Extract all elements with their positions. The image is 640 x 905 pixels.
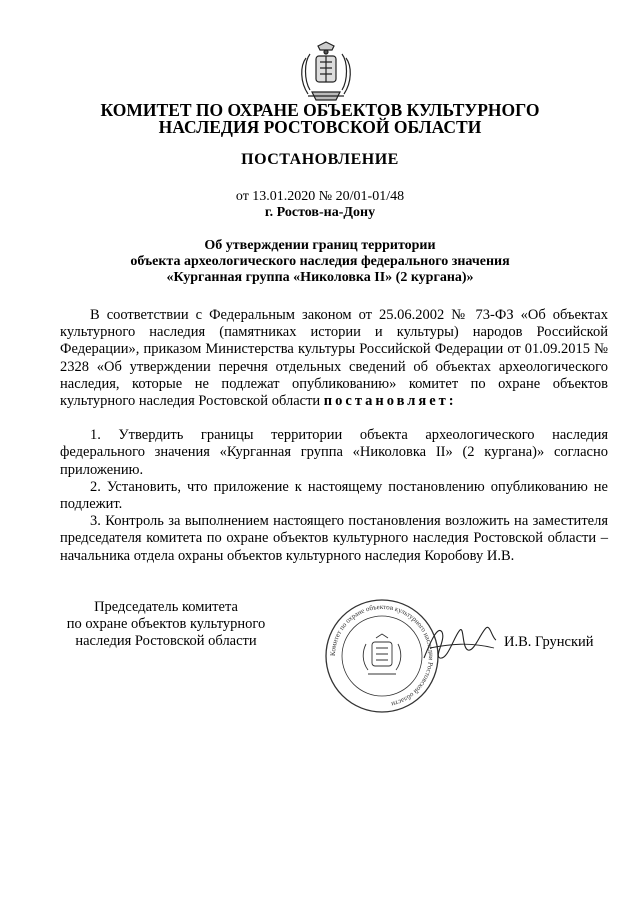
item-1: 1. Утвердить границы территории объекта археологического наследия федерального значения «Курганная группа «Николовка II» (2 кургана)» согласно приложению. <box>60 427 608 478</box>
document-date-number: от 13.01.2020 № 20/01-01/48 <box>235 189 405 204</box>
decree-word: постановляет: <box>323 393 457 410</box>
coat-of-arms-emblem <box>296 40 356 106</box>
signatory-title-line2: по охране объектов культурного <box>66 616 266 632</box>
signatory-title-line3: наследия Ростовской области <box>75 633 257 649</box>
signatory-title-line1: Председатель комитета <box>94 599 238 615</box>
subject-line2: объекта археологического наследия федерального значения <box>130 254 510 269</box>
subject-line3: «Курганная группа «Николовка II» (2 кургана)» <box>166 270 474 285</box>
subject-line1: Об утверждении границ территории <box>204 238 436 253</box>
handwritten-signature <box>420 618 500 668</box>
document-subject <box>0 238 640 286</box>
document-city: г. Ростов-на-Дону <box>264 205 376 220</box>
item-2: 2. Установить, что приложение к настоящему постановлению опубликованию не подлежит. <box>60 478 608 513</box>
organization-name-line2: НАСЛЕДИЯ РОСТОВСКОЙ ОБЛАСТИ <box>158 117 482 137</box>
signatory-title <box>60 599 272 650</box>
item-3: 3. Контроль за выполнением настоящего постановления возложить на заместителя председателя комитета по охране объектов культурного наследия Ростовской области – начальника отдела охраны объектов культурного наследия Коробову И.В. <box>60 513 608 564</box>
seal-text: Комитет по охране объектов культурного наследия Ростовской области <box>328 602 436 709</box>
document-type: ПОСТАНОВЛЕНИЕ <box>241 151 399 168</box>
preamble-text: В соответствии с Федеральным законом от 25.06.2002 № 73-ФЗ «Об объектах культурного наследия (памятниках истории и культуры) народов Российской Федерации», приказом Министерства культуры Российской Федерации от 01.09.2015 № 2328 «Об утверждении перечня отдельных сведений об объектах археологического наследия, которые не подлежат опубликованию» комитет по охране объектов культурного наследия Ростовской области <box>60 307 608 410</box>
preamble-paragraph <box>60 307 608 410</box>
document-body <box>60 307 608 565</box>
organization-name-line1: КОМИТЕТ ПО ОХРАНЕ ОБЪЕКТОВ КУЛЬТУРНОГО <box>100 100 540 120</box>
organization-name <box>0 102 640 136</box>
signatory-name: И.В. Грунский <box>504 634 594 650</box>
